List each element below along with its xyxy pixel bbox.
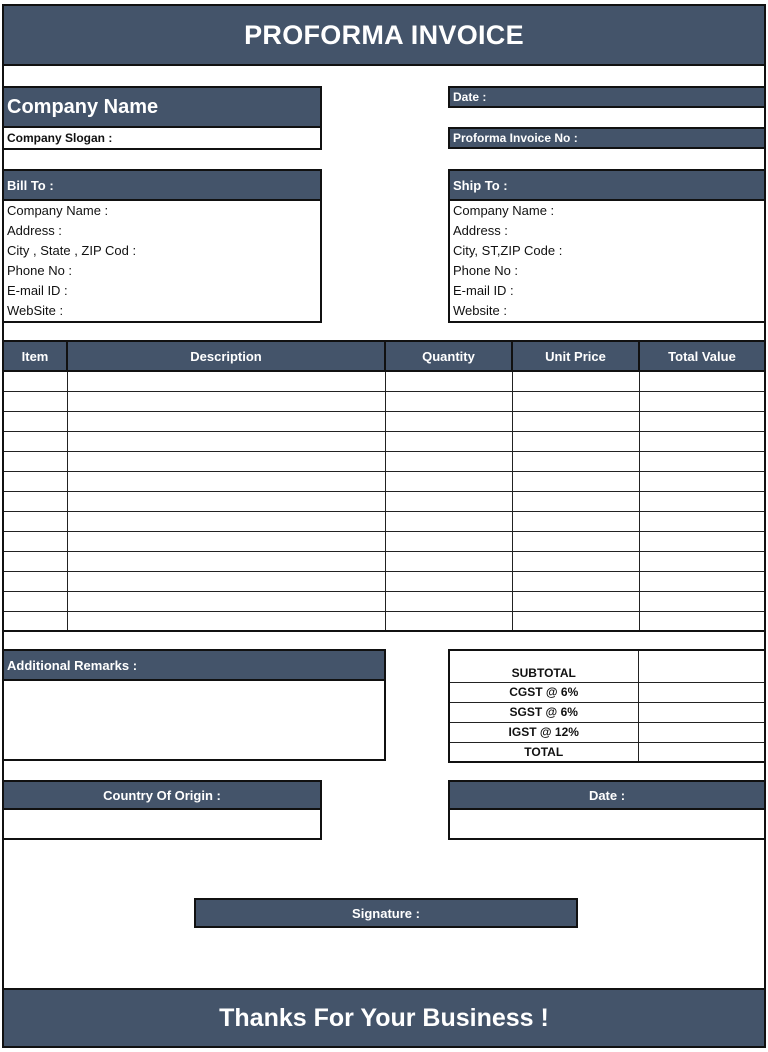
cell-unit-price[interactable] — [512, 571, 639, 591]
cell-description[interactable] — [67, 551, 385, 571]
ship-to-company-name[interactable]: Company Name : — [453, 203, 555, 218]
items-table — [4, 340, 764, 632]
cell-description[interactable] — [67, 371, 385, 391]
cell-description[interactable] — [67, 471, 385, 491]
remarks-header: Additional Remarks : — [4, 651, 384, 681]
igst-value[interactable] — [638, 722, 764, 742]
cgst-value[interactable] — [638, 682, 764, 702]
table-row — [4, 371, 764, 391]
table-row — [4, 511, 764, 531]
cell-unit-price[interactable] — [512, 551, 639, 571]
company-name[interactable]: Company Name — [4, 86, 322, 128]
totals-row-subtotal — [449, 650, 764, 682]
bill-to-email[interactable]: E-mail ID : — [7, 283, 68, 298]
cell-item[interactable] — [4, 371, 67, 391]
cell-unit-price[interactable] — [512, 611, 639, 631]
column-header-description: Description — [67, 341, 385, 371]
cell-description[interactable] — [67, 531, 385, 551]
table-row — [4, 471, 764, 491]
bottom-date-input[interactable] — [450, 810, 764, 838]
cell-description[interactable] — [67, 611, 385, 631]
table-row — [4, 551, 764, 571]
cell-unit-price[interactable] — [512, 531, 639, 551]
cell-total-value[interactable] — [639, 611, 764, 631]
bill-to-company-name[interactable]: Company Name : — [7, 203, 109, 218]
ship-to-website[interactable]: Website : — [453, 303, 507, 318]
table-row — [4, 411, 764, 431]
items-body — [4, 371, 764, 631]
cell-total-value[interactable] — [639, 591, 764, 611]
table-row — [4, 611, 764, 631]
cell-item[interactable] — [4, 471, 67, 491]
total-label: TOTAL — [449, 742, 638, 762]
footer-thanks: Thanks For Your Business ! — [4, 988, 764, 1046]
cell-quantity[interactable] — [385, 471, 512, 491]
column-header-total-value: Total Value — [639, 341, 764, 371]
bill-to-city-state-zip[interactable]: City , State , ZIP Cod : — [7, 243, 137, 258]
sgst-value[interactable] — [638, 702, 764, 722]
cell-quantity[interactable] — [385, 591, 512, 611]
cell-description[interactable] — [67, 411, 385, 431]
signature-field[interactable]: Signature : — [194, 898, 578, 928]
bill-to-section — [4, 169, 322, 323]
bottom-date-section — [448, 780, 764, 840]
cell-unit-price[interactable] — [512, 411, 639, 431]
cell-total-value[interactable] — [639, 451, 764, 471]
date-field[interactable]: Date : — [448, 86, 764, 108]
bill-to-phone[interactable]: Phone No : — [7, 263, 73, 278]
cell-description[interactable] — [67, 391, 385, 411]
cell-item[interactable] — [4, 551, 67, 571]
totals-row-total — [449, 742, 764, 762]
table-row — [4, 571, 764, 591]
column-header-quantity: Quantity — [385, 341, 512, 371]
cell-description[interactable] — [67, 431, 385, 451]
table-row — [4, 591, 764, 611]
cell-total-value[interactable] — [639, 491, 764, 511]
table-row — [4, 491, 764, 511]
remarks-input[interactable] — [4, 681, 384, 759]
cell-unit-price[interactable] — [512, 511, 639, 531]
cell-description[interactable] — [67, 451, 385, 471]
country-of-origin-input[interactable] — [4, 810, 320, 838]
cell-quantity[interactable] — [385, 551, 512, 571]
cell-total-value[interactable] — [639, 471, 764, 491]
cell-description[interactable] — [67, 511, 385, 531]
ship-to-header: Ship To : — [450, 171, 764, 201]
cell-quantity[interactable] — [385, 371, 512, 391]
cell-unit-price[interactable] — [512, 591, 639, 611]
cell-total-value[interactable] — [639, 571, 764, 591]
cell-quantity[interactable] — [385, 431, 512, 451]
table-row — [4, 531, 764, 551]
cell-total-value[interactable] — [639, 531, 764, 551]
ship-to-section — [448, 169, 764, 323]
page-title: PROFORMA INVOICE — [4, 6, 764, 66]
subtotal-label: SUBTOTAL — [449, 650, 638, 682]
cell-quantity[interactable] — [385, 491, 512, 511]
cell-unit-price[interactable] — [512, 371, 639, 391]
cell-item[interactable] — [4, 391, 67, 411]
cell-item[interactable] — [4, 411, 67, 431]
cell-item[interactable] — [4, 431, 67, 451]
bill-to-website[interactable]: WebSite : — [7, 303, 64, 318]
cell-total-value[interactable] — [639, 511, 764, 531]
cell-item[interactable] — [4, 531, 67, 551]
cell-quantity[interactable] — [385, 411, 512, 431]
bill-to-address[interactable]: Address : — [7, 223, 62, 238]
remarks-section — [4, 649, 386, 761]
bottom-date-header: Date : — [450, 782, 764, 810]
cell-item[interactable] — [4, 571, 67, 591]
invoice-page — [2, 4, 766, 1048]
cell-item[interactable] — [4, 491, 67, 511]
cell-total-value[interactable] — [639, 551, 764, 571]
invoice-number-field[interactable]: Proforma Invoice No : — [448, 127, 764, 149]
totals-row-sgst — [449, 702, 764, 722]
country-of-origin-header: Country Of Origin : — [4, 782, 320, 810]
cgst-label: CGST @ 6% — [449, 682, 638, 702]
igst-label: IGST @ 12% — [449, 722, 638, 742]
cell-description[interactable] — [67, 571, 385, 591]
table-row — [4, 451, 764, 471]
table-row — [4, 391, 764, 411]
company-slogan-field[interactable]: Company Slogan : — [4, 128, 322, 150]
cell-quantity[interactable] — [385, 571, 512, 591]
cell-unit-price[interactable] — [512, 471, 639, 491]
bill-to-header: Bill To : — [4, 171, 320, 201]
subtotal-value[interactable] — [638, 650, 764, 682]
cell-item[interactable] — [4, 591, 67, 611]
sgst-label: SGST @ 6% — [449, 702, 638, 722]
total-value[interactable] — [638, 742, 764, 762]
ship-to-phone[interactable]: Phone No : — [453, 263, 519, 278]
cell-item[interactable] — [4, 511, 67, 531]
cell-unit-price[interactable] — [512, 391, 639, 411]
column-header-unit-price: Unit Price — [512, 341, 639, 371]
column-header-item: Item — [4, 341, 67, 371]
cell-quantity[interactable] — [385, 611, 512, 631]
cell-quantity[interactable] — [385, 531, 512, 551]
cell-unit-price[interactable] — [512, 491, 639, 511]
cell-item[interactable] — [4, 451, 67, 471]
cell-item[interactable] — [4, 611, 67, 631]
cell-unit-price[interactable] — [512, 451, 639, 471]
cell-quantity[interactable] — [385, 391, 512, 411]
totals-row-igst — [449, 722, 764, 742]
cell-quantity[interactable] — [385, 511, 512, 531]
ship-to-address[interactable]: Address : — [453, 223, 508, 238]
cell-total-value[interactable] — [639, 371, 764, 391]
country-of-origin-section — [4, 780, 322, 840]
cell-quantity[interactable] — [385, 451, 512, 471]
totals-row-cgst — [449, 682, 764, 702]
cell-total-value[interactable] — [639, 431, 764, 451]
cell-unit-price[interactable] — [512, 431, 639, 451]
cell-total-value[interactable] — [639, 411, 764, 431]
ship-to-email[interactable]: E-mail ID : — [453, 283, 514, 298]
cell-description[interactable] — [67, 591, 385, 611]
ship-to-city-state-zip[interactable]: City, ST,ZIP Code : — [453, 243, 563, 258]
totals-table — [448, 649, 764, 763]
items-header-row — [4, 341, 764, 371]
table-row — [4, 431, 764, 451]
cell-total-value[interactable] — [639, 391, 764, 411]
cell-description[interactable] — [67, 491, 385, 511]
